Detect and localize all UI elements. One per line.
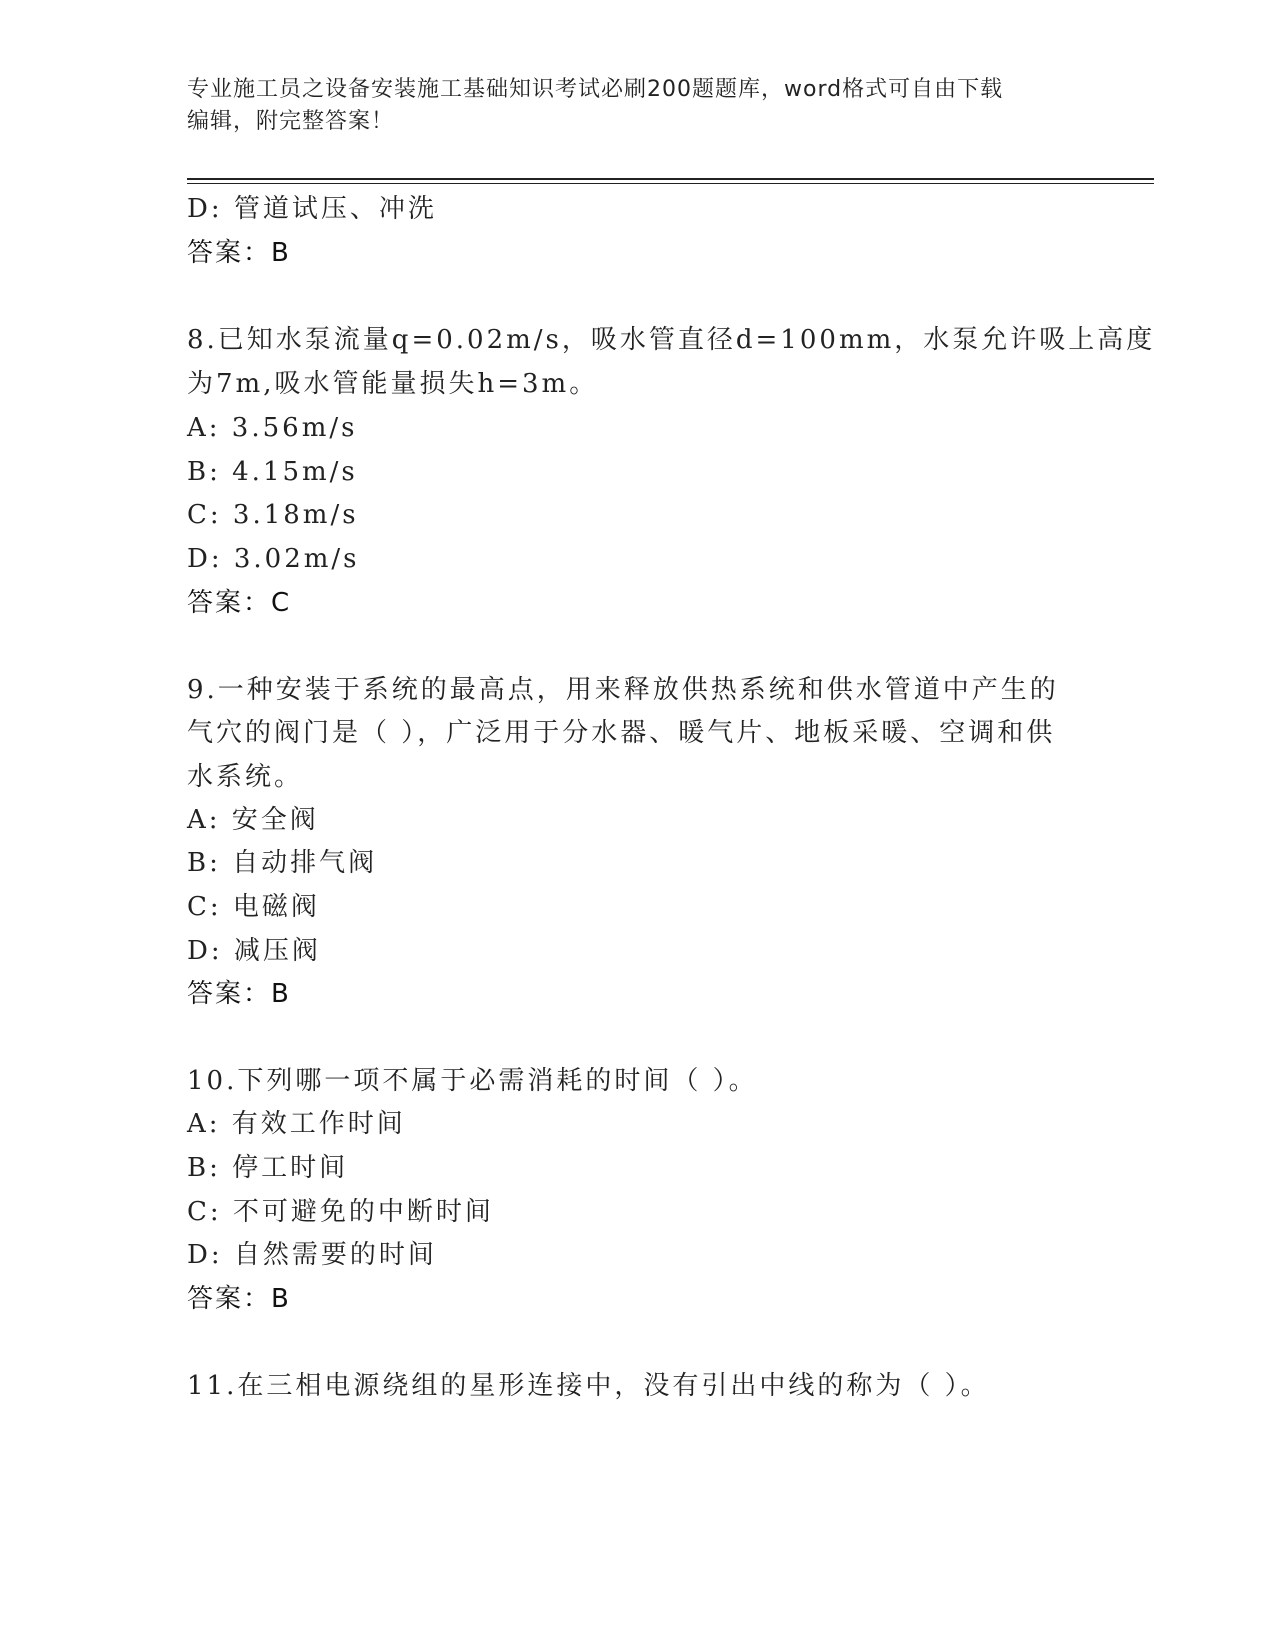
q8-option-d: D: 3.02m/s (187, 544, 360, 574)
q8-option-a: A: 3.56m/s (187, 413, 358, 443)
q10-stem-line-1: 10.下列哪一项不属于必需消耗的时间（ ）。 (187, 1066, 758, 1096)
q9-stem-line-1: 9.一种安装于系统的最高点，用来释放供热系统和供水管道中产生的 (187, 675, 1059, 705)
q8-answer: 答案：C (187, 588, 292, 618)
header-rule-thick (187, 178, 1154, 180)
header-line-2: 编辑，附完整答案！ (187, 109, 395, 134)
q9-option-d: D: 减压阀 (187, 936, 321, 966)
q9-option-c: C: 电磁阀 (187, 892, 320, 922)
q9-option-a: A: 安全阀 (187, 805, 319, 835)
prev-answer: 答案：B (187, 238, 291, 268)
q8-stem-line-2: 为7m,吸水管能量损失h=3m。 (187, 369, 599, 399)
q8-stem-line-1: 8.已知水泵流量q=0.02m/s，吸水管直径d=100mm，水泵允许吸上高度 (187, 325, 1156, 355)
document-header (187, 74, 1087, 138)
q9-stem-line-3: 水系统。 (187, 762, 304, 792)
header-rule-thin (187, 183, 1154, 184)
header-line-1: 专业施工员之设备安装施工基础知识考试必刷200题题库，word格式可自由下载 (187, 77, 1004, 102)
q10-option-d: D: 自然需要的时间 (187, 1240, 437, 1270)
q8-option-b: B: 4.15m/s (187, 457, 358, 487)
q9-answer: 答案：B (187, 979, 291, 1009)
q9-stem-line-2: 气穴的阀门是（ ），广泛用于分水器、暖气片、地板采暖、空调和供 (187, 718, 1056, 748)
q10-option-a: A: 有效工作时间 (187, 1109, 406, 1139)
q10-option-b: B: 停工时间 (187, 1153, 349, 1183)
q11-stem-line-1: 11.在三相电源绕组的星形连接中，没有引出中线的称为（ ）。 (187, 1371, 990, 1401)
q9-option-b: B: 自动排气阀 (187, 848, 378, 878)
q10-option-c: C: 不可避免的中断时间 (187, 1197, 494, 1227)
prev-option-d: D: 管道试压、冲洗 (187, 194, 437, 224)
q8-option-c: C: 3.18m/s (187, 500, 359, 530)
q10-answer: 答案：B (187, 1284, 291, 1314)
